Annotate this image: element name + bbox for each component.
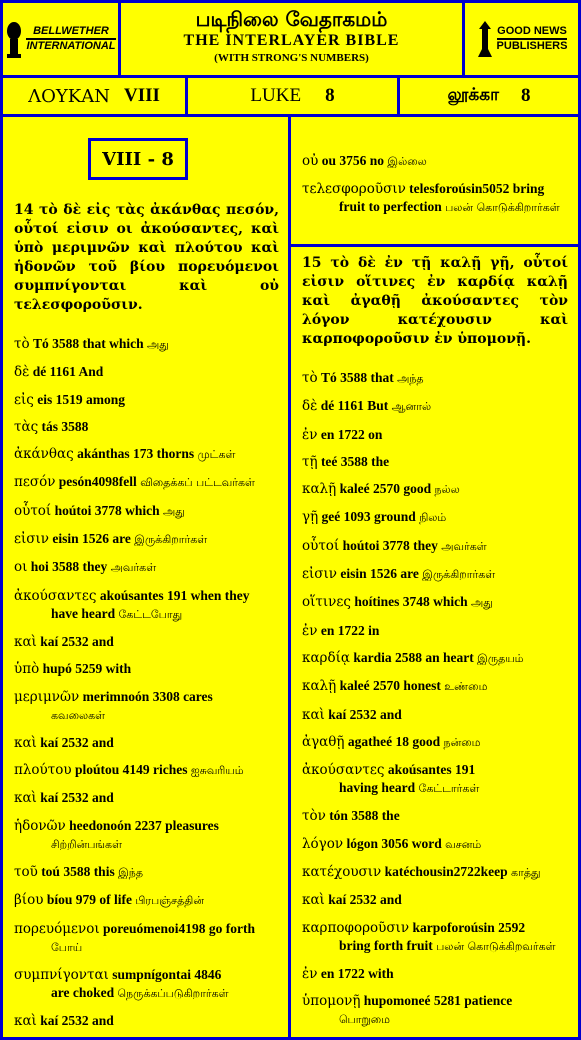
right-logo-line2: PUBLISHERS: [496, 40, 568, 52]
greek-word: ἐν: [302, 965, 318, 982]
word-entry: [302, 622, 568, 640]
word-entry: [302, 369, 568, 388]
tamil-gloss: சிற்றின்பங்கள்: [51, 837, 123, 851]
word-entry: [302, 992, 568, 1029]
transliteration-gloss: akánthas 173 thorns: [77, 446, 195, 462]
tamil-gloss: ஐசுவரியம்: [190, 764, 244, 778]
word-entry: [14, 688, 279, 725]
title-main: THE INTERLAYER BIBLE: [183, 32, 400, 49]
transliteration-gloss: sumpnígontai 4846: [112, 966, 222, 982]
book-tamil: லூக்கா: [447, 85, 499, 105]
greek-word: τὸ: [14, 336, 30, 352]
left-logo: [3, 3, 118, 75]
transliteration-gloss: toú 3588 this: [41, 864, 115, 880]
book-bar-english: [188, 78, 397, 114]
greek-word: ὑπὸ: [14, 661, 40, 678]
greek-word: δὲ: [14, 364, 30, 381]
transliteration-gloss: hoútoi 3778 which: [54, 502, 160, 518]
chapter-label: VIII - 8: [88, 138, 188, 180]
book-bar-tamil: [400, 78, 578, 114]
word-entry: [14, 558, 279, 577]
transliteration-gloss: en 1722 on: [320, 426, 383, 442]
transliteration-gloss: telesforoúsin5052 bring: [409, 181, 545, 197]
transliteration-gloss: pesón4098fell: [58, 474, 137, 490]
word-entry: [14, 920, 279, 957]
greek-word: λόγον: [302, 835, 344, 852]
greek-word: καρποφοροῦσιν: [302, 919, 410, 936]
word-entry: [14, 633, 279, 651]
word-entry: [302, 706, 568, 724]
word-entry: [302, 152, 568, 171]
verse-14: 14 τὸ δὲ εἰς τὰς ἀκάνθας πεσόν, οὗτοί εἰσιν οι ἀκούσαντες, καὶ ὑπὸ μεριμνῶν καὶ πλούτου καὶ ἡδονῶν τοῦ βίου πορευόμενοι συμπνίγονται καὶ οὐ τελεσφοροῦσιν.: [14, 202, 279, 313]
gloss-continuation: [14, 835, 279, 854]
word-entry: [302, 835, 568, 854]
greek-word: εἰς: [14, 391, 34, 408]
tamil-gloss: கவலைகள்: [51, 708, 106, 722]
greek-word: καὶ: [14, 734, 37, 751]
english-gloss-cont: having heard: [339, 780, 416, 796]
greek-word: καὶ: [302, 892, 325, 909]
greek-word: βίου: [14, 892, 44, 909]
left-column: [3, 117, 288, 1037]
transliteration-gloss: kaí 2532 and: [40, 1013, 114, 1029]
greek-word: ἀγαθῇ: [302, 733, 345, 750]
english-gloss-cont: have heard: [51, 605, 116, 621]
tamil-gloss: இருக்கிறார்கள்: [134, 533, 208, 547]
transliteration-gloss: dé 1161 But: [320, 398, 389, 414]
transliteration-gloss: lógon 3056 word: [346, 835, 442, 851]
tamil-gloss: இந்த: [118, 866, 143, 880]
greek-word: ἡδονῶν: [14, 817, 66, 834]
word-entry: [302, 863, 568, 882]
good-news-logo-icon: [476, 19, 494, 59]
greek-word: οι: [14, 559, 28, 576]
greek-word: ἀκούσαντες: [302, 762, 385, 779]
greek-word: καὶ: [14, 790, 37, 807]
greek-word: οὗτοί: [302, 537, 340, 554]
gloss-continuation: [14, 984, 279, 1003]
transliteration-gloss: heedonoón 2237 pleasures: [69, 817, 219, 833]
greek-word: πλούτου: [14, 762, 72, 779]
tamil-gloss: கேட்டபோது: [118, 607, 183, 621]
tamil-gloss: கேட்டார்கள்: [418, 782, 480, 796]
tamil-gloss: நன்மை: [443, 735, 481, 749]
tamil-gloss: காத்து: [511, 866, 541, 880]
word-entry: [14, 473, 279, 492]
word-entry: [14, 966, 279, 1003]
greek-word: ἀκούσαντες: [14, 587, 97, 604]
word-entry: [302, 733, 568, 752]
transliteration-gloss: kaí 2532 and: [328, 706, 402, 722]
tamil-gloss: போய்: [51, 940, 83, 954]
gloss-continuation: [14, 706, 279, 725]
transliteration-gloss: hupomoneé 5281 patience: [363, 993, 513, 1009]
tamil-gloss: ஆனால்: [391, 400, 432, 414]
transliteration-gloss: ploútou 4149 riches: [74, 762, 188, 778]
transliteration-gloss: en 1722 in: [320, 622, 380, 638]
transliteration-gloss: kaí 2532 and: [40, 790, 114, 806]
transliteration-gloss: eis 1519 among: [37, 391, 125, 407]
bellwether-logo-icon: [5, 19, 23, 59]
transliteration-gloss: ou 3756 no: [321, 153, 384, 168]
greek-word: μεριμνῶν: [14, 688, 80, 705]
tamil-gloss: நிலம்: [419, 511, 447, 525]
book-greek: ΛΟΥΚΑΝ: [28, 85, 110, 107]
greek-word: καὶ: [302, 706, 325, 723]
word-entry: [14, 391, 279, 409]
transliteration-gloss: akoúsantes 191: [387, 762, 476, 778]
greek-word: καὶ: [14, 633, 37, 650]
transliteration-gloss: bíou 979 of life: [46, 892, 132, 908]
transliteration-gloss: hoútoi 3778 they: [342, 537, 438, 553]
greek-word: τοῦ: [14, 864, 38, 881]
transliteration-gloss: tón 3588 the: [329, 808, 400, 824]
transliteration-gloss: hoi 3588 they: [30, 559, 108, 575]
transliteration-gloss: teé 3588 the: [320, 453, 390, 469]
transliteration-gloss: katéchousin2722keep: [384, 864, 508, 880]
right-column: [291, 247, 578, 1037]
transliteration-gloss: Tó 3588 that which: [32, 336, 144, 351]
right-top-panel: [291, 117, 578, 244]
greek-word: πορευόμενοι: [14, 920, 100, 937]
tamil-gloss: நல்ல: [434, 483, 460, 497]
transliteration-gloss: akoúsantes 191 when they: [99, 587, 250, 603]
book-tamil-chapter: 8: [520, 85, 531, 106]
greek-word: εἰσιν: [302, 566, 338, 583]
left-logo-line1: BELLWETHER: [33, 25, 109, 37]
word-entry: [302, 426, 568, 444]
tamil-gloss: இல்லை: [387, 155, 427, 168]
word-entry: [302, 180, 568, 217]
word-entry: [302, 919, 568, 956]
tamil-gloss: பொறுமை: [339, 1013, 390, 1027]
word-entry: [14, 530, 279, 549]
transliteration-gloss: karpoforoúsin 2592: [412, 919, 526, 935]
verse-15: 15 τὸ δὲ ἐν τῇ καλῇ γῇ, οὗτοί εἰσιν οἵτινες ἐν καρδίᾳ καλῇ καὶ ἀγαθῇ ἀκούσαντες τὸν λόγον κατέχουσιν καὶ καρποφοροῦσιν ἐν ὑπομονῇ.: [302, 255, 568, 347]
word-entry: [302, 537, 568, 556]
greek-word: τὰς: [14, 418, 39, 435]
transliteration-gloss: hoítines 3748 which: [354, 594, 468, 610]
tamil-gloss: பலன் கொடுக்கிறவர்கள்: [436, 939, 556, 953]
right-logo-line1: GOOD NEWS: [497, 25, 568, 40]
word-entry: [302, 891, 568, 909]
tamil-gloss: அது: [163, 504, 185, 518]
word-entry: [302, 397, 568, 416]
transliteration-gloss: kaí 2532 and: [40, 734, 114, 750]
transliteration-gloss: kaí 2532 and: [328, 892, 402, 908]
transliteration-gloss: kardia 2588 an heart: [353, 649, 474, 665]
word-entry: [14, 761, 279, 780]
word-entry: [302, 807, 568, 825]
greek-word: καὶ: [14, 1013, 37, 1030]
word-entry: [14, 445, 279, 464]
tamil-gloss: இருக்கிறார்கள்: [422, 568, 496, 582]
transliteration-gloss: en 1722 with: [320, 965, 394, 981]
gloss-continuation: [302, 1010, 568, 1029]
tamil-gloss: விதைக்கப் பட்டவர்கள்: [140, 476, 255, 490]
word-entry: [302, 565, 568, 584]
book-english-chapter: 8: [325, 85, 335, 106]
greek-word: ἀκάνθας: [14, 446, 74, 463]
tamil-gloss: பிரபஞ்சத்தின்: [135, 894, 204, 908]
word-entry: [14, 335, 279, 354]
greek-word: γῇ: [302, 509, 319, 526]
transliteration-gloss: hupó 5259 with: [42, 661, 132, 677]
greek-word: συμπνίγονται: [14, 966, 109, 983]
transliteration-gloss: geé 1093 ground: [321, 509, 416, 525]
word-entry: [14, 587, 279, 624]
greek-word: καλῇ: [302, 678, 337, 695]
word-entry: [14, 660, 279, 678]
english-gloss-cont: bring forth fruit: [339, 937, 433, 953]
right-logo: [465, 3, 578, 75]
english-gloss-cont: fruit to perfection: [339, 199, 442, 215]
book-greek-chapter: VIII: [123, 85, 160, 106]
transliteration-gloss: kaí 2532 and: [40, 633, 114, 649]
word-entry: [14, 1012, 279, 1030]
tamil-gloss: இருதயம்: [477, 651, 524, 665]
transliteration-gloss: agatheé 18 good: [347, 733, 441, 749]
title-block: [121, 3, 462, 75]
transliteration-gloss: Tó 3588 that: [320, 370, 394, 385]
word-entry: [14, 863, 279, 882]
tamil-gloss: முட்கள்: [197, 448, 236, 462]
right-word-list: [302, 369, 568, 1029]
gloss-continuation: [302, 198, 568, 217]
word-entry: [14, 817, 279, 854]
title-sub: (WITH STRONG'S NUMBERS): [214, 52, 369, 64]
left-logo-line2: INTERNATIONAL: [26, 40, 116, 52]
gloss-continuation: [302, 937, 568, 956]
word-entry: [302, 593, 568, 612]
transliteration-gloss: eisin 1526 are: [340, 566, 419, 582]
word-entry: [14, 502, 279, 521]
greek-word: τελεσφοροῦσιν: [302, 181, 406, 198]
book-english: LUKE: [250, 85, 302, 106]
word-entry: [302, 677, 568, 696]
transliteration-gloss: merimnoón 3308 cares: [82, 688, 213, 704]
greek-word: εἰσιν: [14, 531, 50, 548]
book-bar-greek: [3, 78, 185, 114]
greek-word: τὸν: [302, 808, 326, 825]
greek-word: τῇ: [302, 453, 318, 470]
tamil-gloss: உண்மை: [444, 680, 488, 694]
greek-word: οἵτινες: [302, 594, 351, 611]
tamil-gloss: அந்த: [397, 372, 424, 385]
word-entry: [14, 891, 279, 910]
transliteration-gloss: tás 3588: [41, 418, 89, 434]
title-tamil: படிநிலை வேதாகமம்: [195, 7, 388, 31]
word-entry: [302, 761, 568, 798]
transliteration-gloss: poreuómenoi4198 go forth: [103, 920, 256, 936]
greek-word: δὲ: [302, 398, 318, 415]
word-entry: [302, 965, 568, 983]
greek-word: οὗτοί: [14, 502, 52, 519]
tamil-gloss: அது: [470, 596, 493, 610]
word-entry: [302, 453, 568, 471]
tamil-gloss: அவர்கள்: [441, 539, 487, 553]
greek-word: καλῇ: [302, 481, 337, 498]
english-gloss-cont: are choked: [51, 984, 115, 1000]
word-entry: [14, 734, 279, 752]
greek-word: πεσόν: [14, 474, 56, 491]
gloss-continuation: [302, 779, 568, 798]
greek-word: ἐν: [302, 622, 318, 639]
tamil-gloss: பலன் கொடுக்கிறார்கள்: [445, 201, 560, 215]
greek-word: οὐ: [302, 153, 319, 169]
transliteration-gloss: dé 1161 And: [32, 364, 104, 380]
transliteration-gloss: eisin 1526 are: [52, 531, 131, 547]
transliteration-gloss: kaleé 2570 honest: [339, 678, 441, 694]
greek-word: ἐν: [302, 426, 318, 443]
word-entry: [14, 789, 279, 807]
right-top-word-list: [302, 152, 568, 217]
greek-word: ὑπομονῇ: [302, 993, 361, 1010]
tamil-gloss: நெருக்கப்படுகிறார்கள்: [117, 986, 229, 1000]
left-word-list: [14, 335, 279, 1030]
tamil-gloss: அது: [147, 338, 169, 351]
transliteration-gloss: kaleé 2570 good: [339, 481, 432, 497]
tamil-gloss: வசனம்: [445, 837, 482, 851]
greek-word: τὸ: [302, 370, 318, 386]
greek-word: κατέχουσιν: [302, 864, 382, 881]
gloss-continuation: [14, 605, 279, 624]
tamil-gloss: அவர்கள்: [110, 561, 157, 575]
gloss-continuation: [14, 938, 279, 957]
word-entry: [14, 418, 279, 436]
word-entry: [302, 508, 568, 527]
word-entry: [302, 649, 568, 668]
word-entry: [302, 480, 568, 499]
greek-word: καρδίᾳ: [302, 649, 351, 666]
word-entry: [14, 363, 279, 381]
